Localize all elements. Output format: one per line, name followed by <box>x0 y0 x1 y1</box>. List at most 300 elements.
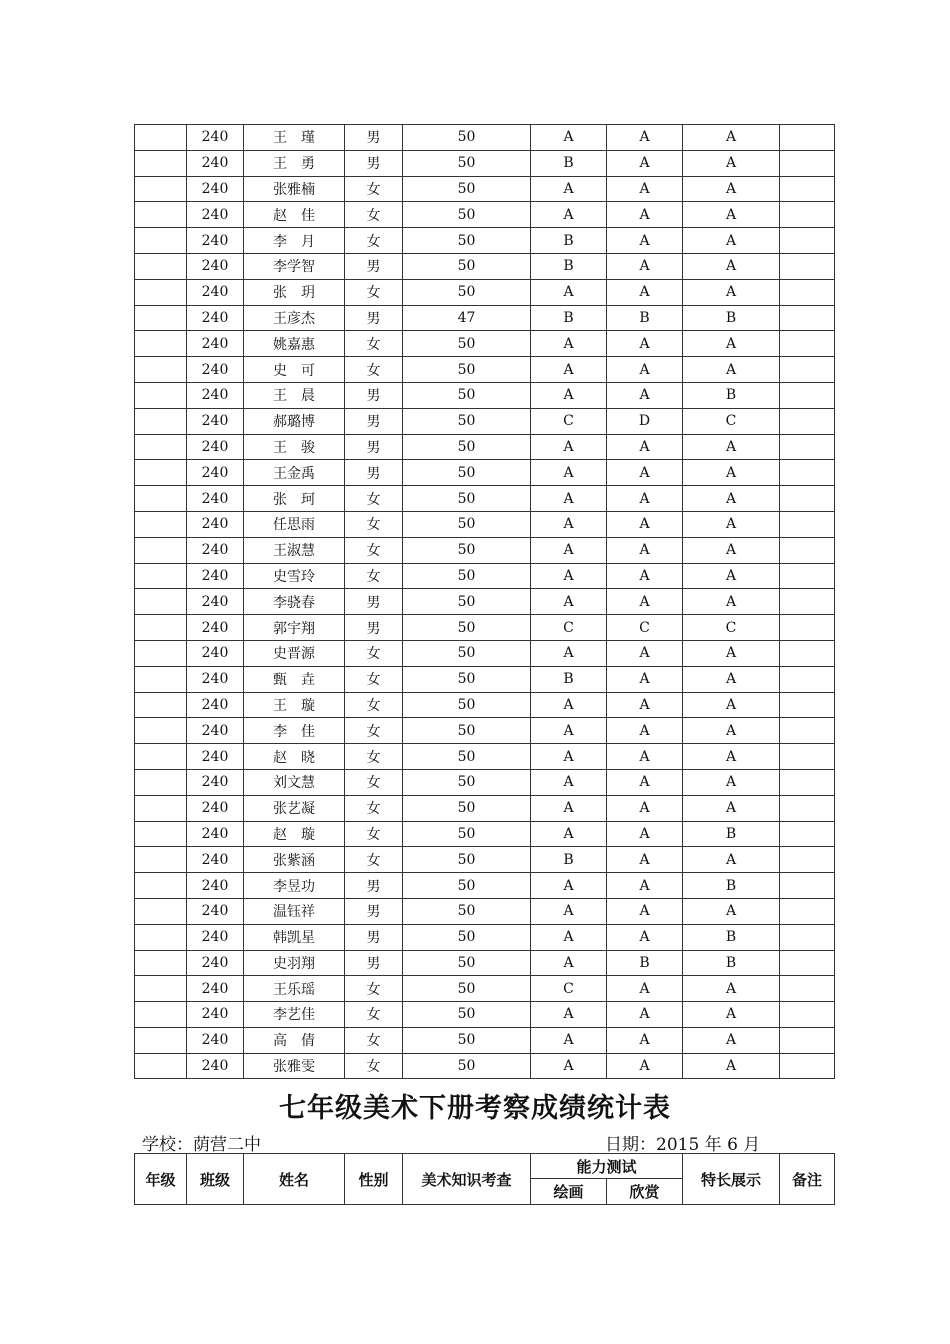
cell-grade <box>135 976 187 1002</box>
table-row <box>135 1002 835 1028</box>
cell-appreciation: A <box>607 821 683 847</box>
cell-appreciation: A <box>607 125 683 151</box>
cell-gender: 女 <box>345 331 403 357</box>
cell-appreciation: A <box>607 589 683 615</box>
cell-painting: A <box>531 202 607 228</box>
header-knowledge: 美术知识考查 <box>403 1154 531 1205</box>
cell-specialty: A <box>683 847 780 873</box>
cell-grade <box>135 898 187 924</box>
cell-appreciation: A <box>607 924 683 950</box>
cell-note <box>780 924 835 950</box>
cell-class: 240 <box>187 666 244 692</box>
cell-specialty: A <box>683 176 780 202</box>
cell-appreciation: A <box>607 1027 683 1053</box>
cell-appreciation: C <box>607 615 683 641</box>
cell-grade <box>135 357 187 383</box>
cell-class: 240 <box>187 1002 244 1028</box>
cell-grade <box>135 511 187 537</box>
cell-gender: 女 <box>345 486 403 512</box>
cell-painting: B <box>531 228 607 254</box>
cell-note <box>780 305 835 331</box>
cell-specialty: A <box>683 692 780 718</box>
cell-class: 240 <box>187 718 244 744</box>
cell-grade <box>135 1002 187 1028</box>
cell-appreciation: A <box>607 382 683 408</box>
date-label: 日期：2015 年 6 月 <box>605 1135 761 1155</box>
cell-specialty: A <box>683 511 780 537</box>
cell-gender: 女 <box>345 666 403 692</box>
cell-appreciation: A <box>607 537 683 563</box>
cell-painting: A <box>531 176 607 202</box>
cell-score: 50 <box>403 253 531 279</box>
cell-note <box>780 769 835 795</box>
table-row <box>135 408 835 434</box>
cell-note <box>780 847 835 873</box>
cell-name: 赵 晓 <box>244 744 345 770</box>
cell-painting: A <box>531 769 607 795</box>
cell-gender: 男 <box>345 460 403 486</box>
cell-appreciation: A <box>607 150 683 176</box>
cell-appreciation: A <box>607 847 683 873</box>
cell-grade <box>135 279 187 305</box>
cell-gender: 男 <box>345 305 403 331</box>
cell-class: 240 <box>187 511 244 537</box>
cell-name: 赵 佳 <box>244 202 345 228</box>
cell-gender: 女 <box>345 537 403 563</box>
cell-gender: 女 <box>345 821 403 847</box>
cell-specialty: A <box>683 253 780 279</box>
cell-name: 刘文慧 <box>244 769 345 795</box>
cell-gender: 男 <box>345 253 403 279</box>
cell-note <box>780 279 835 305</box>
cell-name: 王 瑾 <box>244 125 345 151</box>
cell-name: 史羽翔 <box>244 950 345 976</box>
cell-grade <box>135 202 187 228</box>
cell-class: 240 <box>187 331 244 357</box>
cell-gender: 男 <box>345 408 403 434</box>
cell-score: 50 <box>403 537 531 563</box>
cell-class: 240 <box>187 563 244 589</box>
cell-painting: B <box>531 847 607 873</box>
cell-score: 50 <box>403 873 531 899</box>
table-row <box>135 331 835 357</box>
table-row <box>135 692 835 718</box>
table-row <box>135 976 835 1002</box>
cell-painting: A <box>531 125 607 151</box>
cell-class: 240 <box>187 382 244 408</box>
cell-specialty: A <box>683 357 780 383</box>
cell-note <box>780 666 835 692</box>
cell-name: 李艺佳 <box>244 1002 345 1028</box>
cell-class: 240 <box>187 821 244 847</box>
cell-note <box>780 589 835 615</box>
cell-specialty: B <box>683 382 780 408</box>
cell-grade <box>135 795 187 821</box>
header-table <box>134 1153 835 1205</box>
header-painting: 绘画 <box>531 1179 607 1205</box>
cell-note <box>780 331 835 357</box>
table-row <box>135 228 835 254</box>
cell-painting: A <box>531 744 607 770</box>
cell-note <box>780 1002 835 1028</box>
cell-specialty: A <box>683 744 780 770</box>
cell-score: 50 <box>403 176 531 202</box>
cell-grade <box>135 228 187 254</box>
cell-grade <box>135 253 187 279</box>
cell-appreciation: A <box>607 460 683 486</box>
cell-specialty: A <box>683 1002 780 1028</box>
cell-painting: C <box>531 615 607 641</box>
cell-gender: 女 <box>345 202 403 228</box>
cell-painting: B <box>531 305 607 331</box>
cell-appreciation: A <box>607 357 683 383</box>
cell-note <box>780 228 835 254</box>
cell-painting: A <box>531 640 607 666</box>
cell-note <box>780 640 835 666</box>
cell-score: 50 <box>403 408 531 434</box>
cell-painting: A <box>531 279 607 305</box>
cell-specialty: A <box>683 202 780 228</box>
cell-class: 240 <box>187 744 244 770</box>
table-row <box>135 125 835 151</box>
cell-appreciation: A <box>607 666 683 692</box>
cell-score: 50 <box>403 125 531 151</box>
cell-name: 张紫涵 <box>244 847 345 873</box>
cell-painting: A <box>531 692 607 718</box>
cell-name: 李学智 <box>244 253 345 279</box>
cell-gender: 女 <box>345 1027 403 1053</box>
table-row <box>135 1053 835 1079</box>
cell-name: 韩凯星 <box>244 924 345 950</box>
cell-painting: B <box>531 666 607 692</box>
table-row <box>135 1027 835 1053</box>
cell-appreciation: A <box>607 176 683 202</box>
cell-note <box>780 176 835 202</box>
cell-class: 240 <box>187 1027 244 1053</box>
cell-score: 50 <box>403 718 531 744</box>
cell-grade <box>135 1053 187 1079</box>
table-row <box>135 744 835 770</box>
cell-name: 赵 璇 <box>244 821 345 847</box>
cell-name: 任思雨 <box>244 511 345 537</box>
cell-name: 王淑慧 <box>244 537 345 563</box>
cell-name: 李 佳 <box>244 718 345 744</box>
cell-class: 240 <box>187 486 244 512</box>
cell-painting: B <box>531 150 607 176</box>
cell-gender: 女 <box>345 769 403 795</box>
cell-class: 240 <box>187 1053 244 1079</box>
grades-table-body <box>135 125 835 1079</box>
cell-score: 47 <box>403 305 531 331</box>
cell-grade <box>135 408 187 434</box>
cell-specialty: B <box>683 305 780 331</box>
cell-name: 郝璐博 <box>244 408 345 434</box>
table-row <box>135 460 835 486</box>
header-appreciation: 欣赏 <box>607 1179 683 1205</box>
cell-score: 50 <box>403 1002 531 1028</box>
cell-specialty: B <box>683 821 780 847</box>
cell-note <box>780 150 835 176</box>
cell-name: 王金禹 <box>244 460 345 486</box>
cell-painting: A <box>531 589 607 615</box>
table-row <box>135 924 835 950</box>
cell-class: 240 <box>187 692 244 718</box>
cell-painting: A <box>531 718 607 744</box>
cell-grade <box>135 769 187 795</box>
cell-class: 240 <box>187 460 244 486</box>
cell-gender: 女 <box>345 563 403 589</box>
cell-specialty: A <box>683 795 780 821</box>
cell-class: 240 <box>187 357 244 383</box>
cell-specialty: B <box>683 873 780 899</box>
cell-painting: A <box>531 563 607 589</box>
cell-name: 温钰祥 <box>244 898 345 924</box>
cell-score: 50 <box>403 511 531 537</box>
cell-class: 240 <box>187 279 244 305</box>
cell-appreciation: A <box>607 202 683 228</box>
header-name: 姓名 <box>244 1154 345 1205</box>
cell-note <box>780 434 835 460</box>
cell-name: 李 月 <box>244 228 345 254</box>
cell-note <box>780 563 835 589</box>
table-row <box>135 769 835 795</box>
cell-specialty: A <box>683 640 780 666</box>
header-note: 备注 <box>780 1154 835 1205</box>
cell-painting: A <box>531 331 607 357</box>
cell-grade <box>135 821 187 847</box>
cell-note <box>780 382 835 408</box>
cell-specialty: A <box>683 125 780 151</box>
table-row <box>135 537 835 563</box>
cell-specialty: A <box>683 898 780 924</box>
cell-name: 李骁春 <box>244 589 345 615</box>
cell-specialty: C <box>683 408 780 434</box>
cell-gender: 女 <box>345 279 403 305</box>
cell-grade <box>135 744 187 770</box>
cell-specialty: A <box>683 537 780 563</box>
cell-specialty: A <box>683 718 780 744</box>
cell-appreciation: A <box>607 563 683 589</box>
cell-name: 张艺凝 <box>244 795 345 821</box>
cell-class: 240 <box>187 950 244 976</box>
header-gender: 性别 <box>345 1154 403 1205</box>
cell-note <box>780 486 835 512</box>
cell-appreciation: A <box>607 1053 683 1079</box>
cell-grade <box>135 589 187 615</box>
cell-note <box>780 253 835 279</box>
cell-score: 50 <box>403 357 531 383</box>
document-title: 七年级美术下册考察成绩统计表 <box>279 1093 671 1124</box>
cell-appreciation: A <box>607 640 683 666</box>
cell-score: 50 <box>403 744 531 770</box>
cell-score: 50 <box>403 615 531 641</box>
cell-score: 50 <box>403 795 531 821</box>
cell-appreciation: A <box>607 253 683 279</box>
cell-grade <box>135 563 187 589</box>
cell-score: 50 <box>403 847 531 873</box>
cell-specialty: A <box>683 666 780 692</box>
cell-name: 王 骏 <box>244 434 345 460</box>
cell-class: 240 <box>187 847 244 873</box>
cell-score: 50 <box>403 769 531 795</box>
cell-score: 50 <box>403 666 531 692</box>
table-row <box>135 873 835 899</box>
cell-score: 50 <box>403 640 531 666</box>
cell-class: 240 <box>187 176 244 202</box>
cell-gender: 女 <box>345 176 403 202</box>
cell-painting: A <box>531 511 607 537</box>
cell-name: 张雅雯 <box>244 1053 345 1079</box>
cell-appreciation: A <box>607 718 683 744</box>
cell-grade <box>135 331 187 357</box>
cell-specialty: A <box>683 460 780 486</box>
cell-specialty: A <box>683 976 780 1002</box>
cell-specialty: A <box>683 228 780 254</box>
cell-gender: 男 <box>345 924 403 950</box>
cell-appreciation: A <box>607 486 683 512</box>
table-row <box>135 821 835 847</box>
cell-score: 50 <box>403 898 531 924</box>
header-specialty: 特长展示 <box>683 1154 780 1205</box>
cell-note <box>780 357 835 383</box>
cell-specialty: A <box>683 1027 780 1053</box>
table-row <box>135 382 835 408</box>
table-row <box>135 666 835 692</box>
cell-note <box>780 795 835 821</box>
cell-note <box>780 125 835 151</box>
cell-gender: 女 <box>345 976 403 1002</box>
cell-painting: A <box>531 1002 607 1028</box>
cell-appreciation: A <box>607 769 683 795</box>
cell-note <box>780 898 835 924</box>
cell-painting: A <box>531 898 607 924</box>
cell-specialty: A <box>683 563 780 589</box>
cell-grade <box>135 718 187 744</box>
cell-name: 王彦杰 <box>244 305 345 331</box>
cell-class: 240 <box>187 228 244 254</box>
table-row <box>135 950 835 976</box>
cell-note <box>780 976 835 1002</box>
cell-appreciation: A <box>607 976 683 1002</box>
cell-score: 50 <box>403 950 531 976</box>
cell-gender: 女 <box>345 357 403 383</box>
table-row <box>135 847 835 873</box>
cell-specialty: A <box>683 589 780 615</box>
grades-table <box>134 124 835 1079</box>
cell-note <box>780 460 835 486</box>
cell-score: 50 <box>403 563 531 589</box>
cell-gender: 男 <box>345 898 403 924</box>
cell-painting: A <box>531 821 607 847</box>
cell-grade <box>135 847 187 873</box>
cell-gender: 男 <box>345 950 403 976</box>
cell-note <box>780 511 835 537</box>
cell-name: 甄 垚 <box>244 666 345 692</box>
cell-gender: 女 <box>345 511 403 537</box>
cell-gender: 男 <box>345 615 403 641</box>
cell-grade <box>135 434 187 460</box>
cell-class: 240 <box>187 202 244 228</box>
cell-appreciation: B <box>607 305 683 331</box>
cell-name: 姚嘉惠 <box>244 331 345 357</box>
cell-note <box>780 408 835 434</box>
cell-specialty: A <box>683 434 780 460</box>
cell-grade <box>135 150 187 176</box>
cell-gender: 女 <box>345 718 403 744</box>
table-row <box>135 486 835 512</box>
table-row <box>135 795 835 821</box>
cell-painting: A <box>531 950 607 976</box>
table-row <box>135 563 835 589</box>
cell-class: 240 <box>187 253 244 279</box>
cell-appreciation: A <box>607 744 683 770</box>
cell-class: 240 <box>187 537 244 563</box>
cell-painting: A <box>531 382 607 408</box>
cell-class: 240 <box>187 640 244 666</box>
table-row <box>135 615 835 641</box>
cell-class: 240 <box>187 434 244 460</box>
cell-name: 高 倩 <box>244 1027 345 1053</box>
header-ability: 能力测试 <box>531 1154 683 1179</box>
cell-grade <box>135 950 187 976</box>
cell-gender: 女 <box>345 795 403 821</box>
cell-class: 240 <box>187 305 244 331</box>
table-row <box>135 357 835 383</box>
table-row <box>135 640 835 666</box>
cell-grade <box>135 537 187 563</box>
cell-gender: 女 <box>345 692 403 718</box>
cell-note <box>780 950 835 976</box>
cell-appreciation: A <box>607 228 683 254</box>
cell-class: 240 <box>187 898 244 924</box>
cell-gender: 男 <box>345 382 403 408</box>
cell-painting: A <box>531 924 607 950</box>
cell-appreciation: A <box>607 1002 683 1028</box>
cell-score: 50 <box>403 1053 531 1079</box>
cell-note <box>780 202 835 228</box>
cell-grade <box>135 486 187 512</box>
cell-painting: A <box>531 1027 607 1053</box>
cell-name: 张 珂 <box>244 486 345 512</box>
cell-gender: 女 <box>345 847 403 873</box>
cell-note <box>780 821 835 847</box>
cell-score: 50 <box>403 279 531 305</box>
cell-name: 史晋源 <box>244 640 345 666</box>
cell-grade <box>135 615 187 641</box>
cell-specialty: B <box>683 924 780 950</box>
cell-appreciation: A <box>607 795 683 821</box>
cell-gender: 女 <box>345 744 403 770</box>
cell-note <box>780 744 835 770</box>
table-row <box>135 305 835 331</box>
cell-specialty: B <box>683 950 780 976</box>
cell-name: 王 晨 <box>244 382 345 408</box>
cell-class: 240 <box>187 408 244 434</box>
cell-gender: 男 <box>345 150 403 176</box>
header-class: 班级 <box>187 1154 244 1205</box>
cell-appreciation: A <box>607 898 683 924</box>
cell-class: 240 <box>187 150 244 176</box>
cell-class: 240 <box>187 125 244 151</box>
cell-grade <box>135 640 187 666</box>
cell-name: 郭宇翔 <box>244 615 345 641</box>
cell-name: 张 玥 <box>244 279 345 305</box>
table-row <box>135 253 835 279</box>
cell-grade <box>135 1027 187 1053</box>
cell-note <box>780 718 835 744</box>
cell-note <box>780 1027 835 1053</box>
cell-appreciation: A <box>607 873 683 899</box>
